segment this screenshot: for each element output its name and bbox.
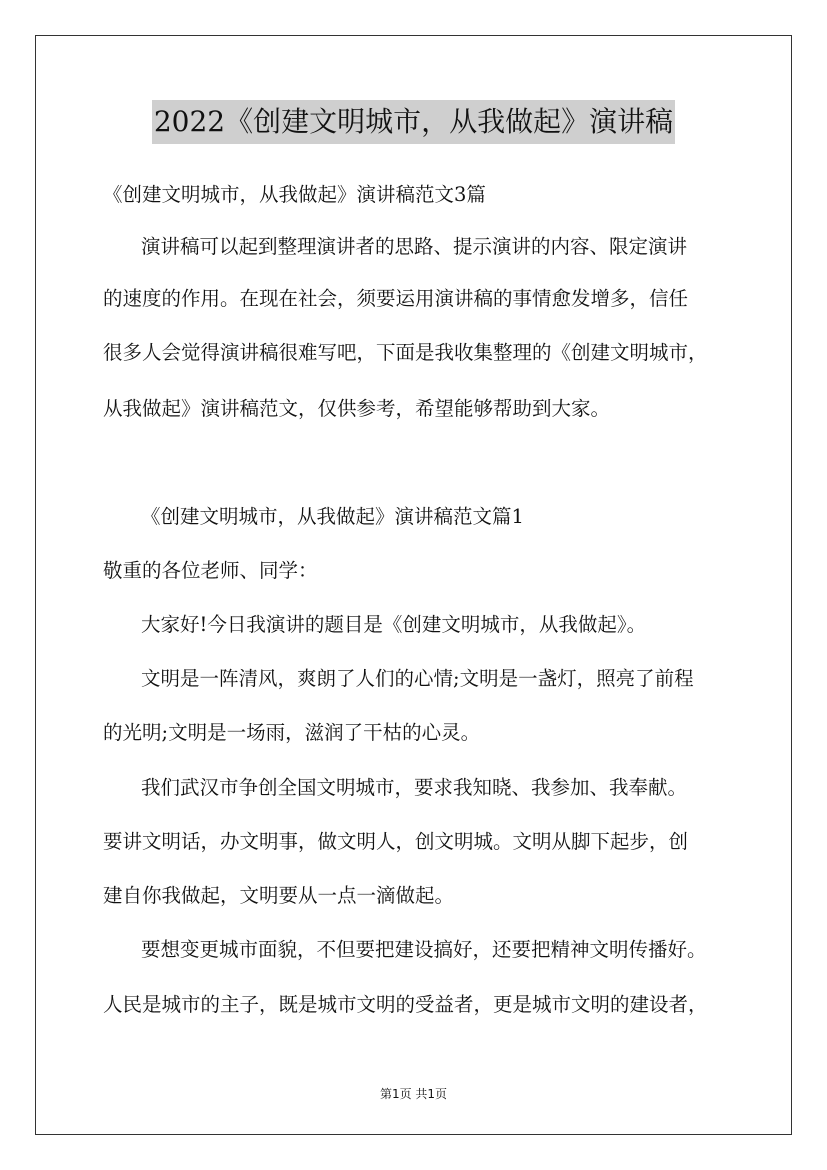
body-line: 要讲文明话，办文明事，做文明人，创文明城。文明从脚下起步，创 [103,830,689,853]
intro-line: 从我做起》演讲稿范文，仅供参考，希望能够帮助到大家。 [103,397,611,420]
greeting: 敬重的各位老师、同学： [103,559,318,582]
body-line: 的光明;文明是一场雨，滋润了干枯的心灵。 [103,721,481,744]
intro-line: 演讲稿可以起到整理演讲者的思路、提示演讲的内容、限定演讲 [141,235,688,258]
body-line: 文明是一阵清风，爽朗了人们的心情;文明是一盏灯，照亮了前程 [141,667,694,690]
title-container [0,100,827,144]
body-line: 建自你我做起，文明要从一点一滴做起。 [103,884,455,907]
intro-line: 的速度的作用。在现在社会，须要运用演讲稿的事情愈发增多，信任 [103,287,689,310]
document-subtitle: 《创建文明城市，从我做起》演讲稿范文3篇 [103,183,486,206]
body-line: 我们武汉市争创全国文明城市，要求我知晓、我参加、我奉献。 [141,776,688,799]
page-footer: 第1页 共1页 [379,1087,448,1101]
intro-line: 很多人会觉得演讲稿很难写吧，下面是我收集整理的《创建文明城市， [103,341,708,364]
document-title: 2022《创建文明城市，从我做起》演讲稿 [152,100,675,144]
section-heading: 《创建文明城市，从我做起》演讲稿范文篇1 [141,505,524,528]
body-line: 大家好!今日我演讲的题目是《创建文明城市，从我做起》。 [141,613,647,636]
body-line: 人民是城市的主子，既是城市文明的受益者，更是城市文明的建设者， [103,993,708,1016]
body-line: 要想变更城市面貌，不但要把建设搞好，还要把精神文明传播好。 [141,938,707,961]
